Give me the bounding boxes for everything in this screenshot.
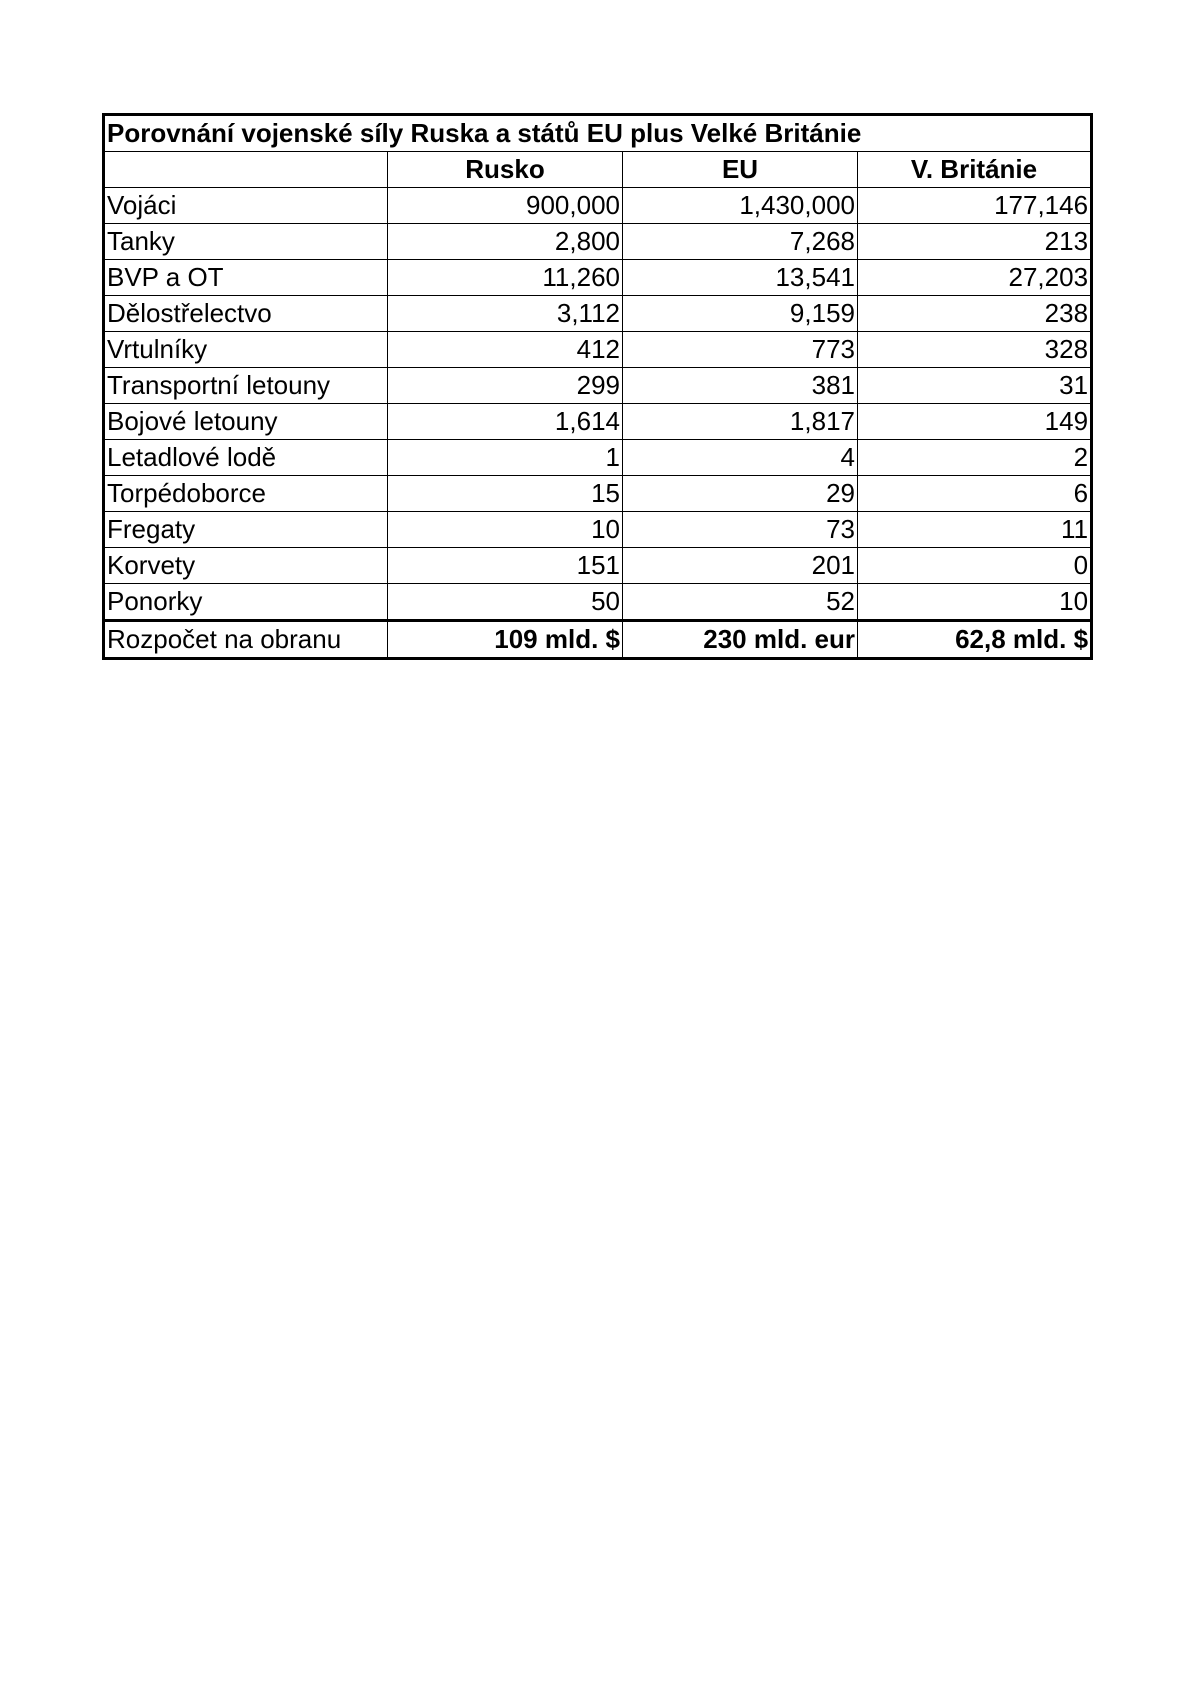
row-label: Vojáci (104, 188, 388, 224)
cell-eu: 9,159 (623, 296, 858, 332)
row-label: Tanky (104, 224, 388, 260)
cell-v-britanie: 238 (858, 296, 1092, 332)
cell-eu: 73 (623, 512, 858, 548)
cell-v-britanie: 0 (858, 548, 1092, 584)
comparison-table (102, 113, 1093, 660)
row-label: Transportní letouny (104, 368, 388, 404)
cell-rusko: 11,260 (388, 260, 623, 296)
title-row (104, 115, 1092, 152)
total-label: Rozpočet na obranu (104, 621, 388, 659)
table-row (104, 476, 1092, 512)
table-row (104, 368, 1092, 404)
cell-rusko: 10 (388, 512, 623, 548)
row-label: Vrtulníky (104, 332, 388, 368)
cell-rusko: 900,000 (388, 188, 623, 224)
total-row (104, 621, 1092, 659)
table-row (104, 512, 1092, 548)
cell-eu: 381 (623, 368, 858, 404)
table-row (104, 332, 1092, 368)
cell-v-britanie: 11 (858, 512, 1092, 548)
cell-eu: 13,541 (623, 260, 858, 296)
cell-eu: 201 (623, 548, 858, 584)
cell-v-britanie: 149 (858, 404, 1092, 440)
cell-v-britanie: 328 (858, 332, 1092, 368)
header-cell-empty (104, 152, 388, 188)
cell-rusko: 50 (388, 584, 623, 621)
row-label: Dělostřelectvo (104, 296, 388, 332)
cell-eu: 29 (623, 476, 858, 512)
cell-rusko: 15 (388, 476, 623, 512)
header-cell-rusko: Rusko (388, 152, 623, 188)
table-title: Porovnání vojenské síly Ruska a států EU plus Velké Británie (104, 115, 1092, 152)
total-rusko: 109 mld. $ (388, 621, 623, 659)
cell-v-britanie: 2 (858, 440, 1092, 476)
table-row (104, 584, 1092, 621)
row-label: Bojové letouny (104, 404, 388, 440)
row-label: BVP a OT (104, 260, 388, 296)
total-eu: 230 mld. eur (623, 621, 858, 659)
table-row (104, 188, 1092, 224)
table-row (104, 224, 1092, 260)
cell-eu: 1,817 (623, 404, 858, 440)
cell-eu: 773 (623, 332, 858, 368)
row-label: Korvety (104, 548, 388, 584)
header-cell-v-britanie: V. Británie (858, 152, 1092, 188)
cell-v-britanie: 10 (858, 584, 1092, 621)
cell-v-britanie: 177,146 (858, 188, 1092, 224)
cell-v-britanie: 213 (858, 224, 1092, 260)
table-row (104, 296, 1092, 332)
cell-eu: 7,268 (623, 224, 858, 260)
cell-rusko: 3,112 (388, 296, 623, 332)
cell-rusko: 2,800 (388, 224, 623, 260)
table-row (104, 404, 1092, 440)
row-label: Torpédoborce (104, 476, 388, 512)
row-label: Fregaty (104, 512, 388, 548)
cell-eu: 4 (623, 440, 858, 476)
table-row (104, 260, 1092, 296)
cell-eu: 52 (623, 584, 858, 621)
cell-v-britanie: 6 (858, 476, 1092, 512)
spreadsheet-page (102, 113, 1090, 660)
cell-rusko: 299 (388, 368, 623, 404)
cell-rusko: 1 (388, 440, 623, 476)
cell-rusko: 1,614 (388, 404, 623, 440)
table-row (104, 548, 1092, 584)
cell-rusko: 412 (388, 332, 623, 368)
header-row (104, 152, 1092, 188)
header-cell-eu: EU (623, 152, 858, 188)
cell-v-britanie: 27,203 (858, 260, 1092, 296)
row-label: Ponorky (104, 584, 388, 621)
cell-v-britanie: 31 (858, 368, 1092, 404)
table-row (104, 440, 1092, 476)
cell-rusko: 151 (388, 548, 623, 584)
cell-eu: 1,430,000 (623, 188, 858, 224)
row-label: Letadlové lodě (104, 440, 388, 476)
total-v-britanie: 62,8 mld. $ (858, 621, 1092, 659)
